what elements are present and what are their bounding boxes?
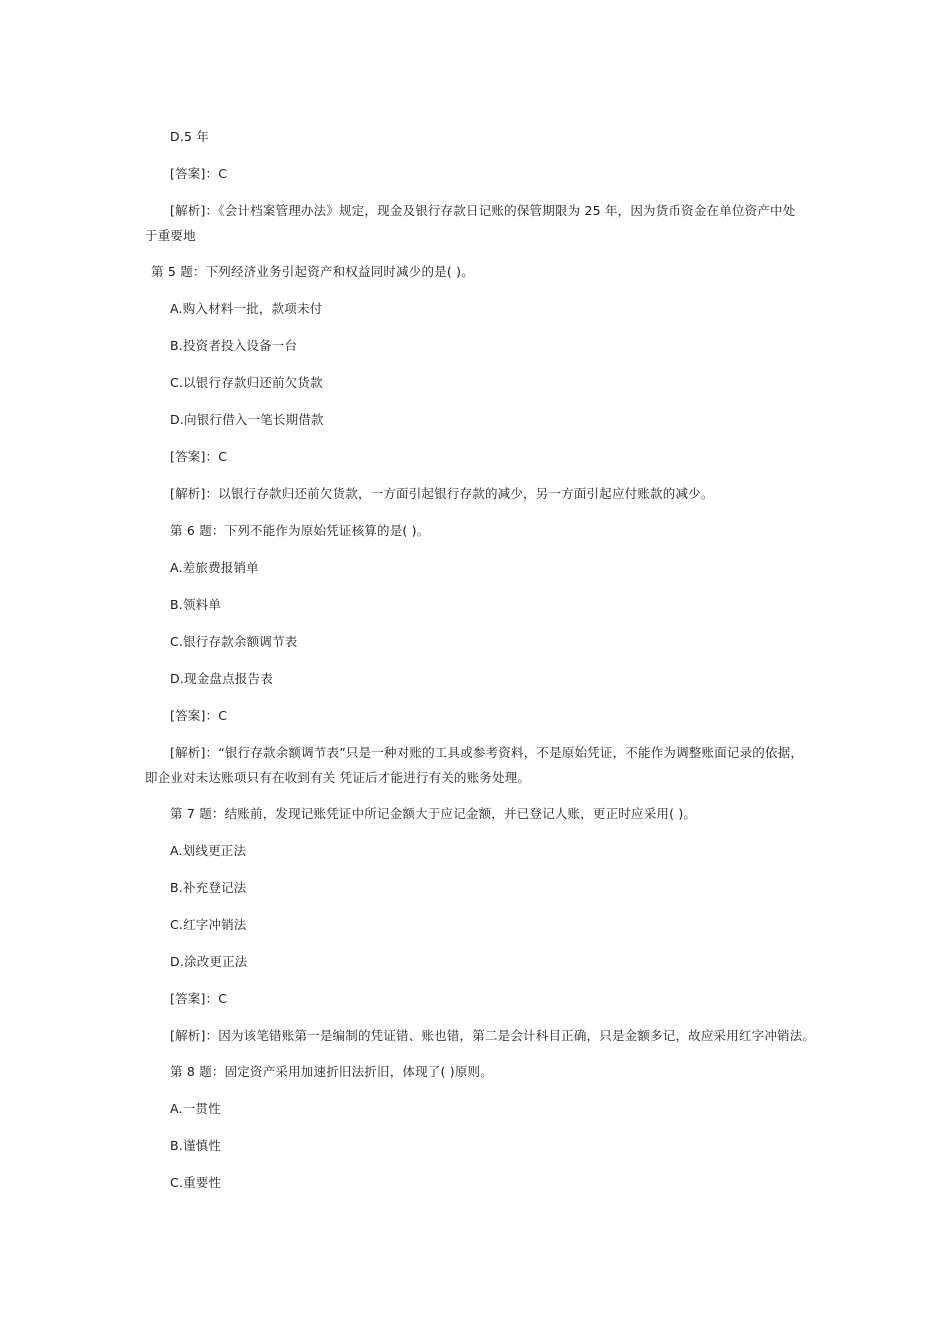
answer-q6: [答案]：C	[170, 708, 228, 723]
option-a-q7: A.划线更正法	[170, 843, 247, 858]
answer-q7: [答案]：C	[170, 991, 228, 1006]
option-b-q7: B.补充登记法	[170, 880, 247, 895]
explanation-q5: [解析]：以银行存款归还前欠货款，一方面引起银行存款的减少，另一方面引起应付账款的减少。	[170, 486, 714, 501]
option-d-q7: D.涂改更正法	[170, 954, 248, 969]
explanation-q7: [解析]：因为该笔错账第一是编制的凭证错、账也错，第二是会计科目正确，只是金额多记，故应采用红字冲销法。	[170, 1028, 816, 1043]
answer-q4: [答案]：C	[170, 166, 228, 181]
question-8: 第 8 题：固定资产采用加速折旧法折旧，体现了( )原则。	[170, 1064, 493, 1079]
option-d-q5: D.向银行借入一笔长期借款	[170, 412, 324, 427]
question-6: 第 6 题：下列不能作为原始凭证核算的是( )。	[170, 523, 430, 538]
option-b-q6: B.领料单	[170, 597, 222, 612]
explanation-q4: [解析]：《会计档案管理办法》规定，现金及银行存款日记账的保管期限为 25 年，因为货币资金在单位资产中处	[170, 203, 796, 218]
option-a-q6: A.差旅费报销单	[170, 560, 259, 575]
option-c-q7: C.红字冲销法	[170, 917, 247, 932]
option-c-q6: C.银行存款余额调节表	[170, 634, 298, 649]
option-a-q8: A.一贯性	[170, 1101, 221, 1116]
explanation-q6-cont: 即企业对未达账项只有在收到有关 凭证后才能进行有关的账务处理。	[145, 770, 531, 785]
answer-q5: [答案]：C	[170, 449, 228, 464]
question-7: 第 7 题：结账前，发现记账凭证中所记金额大于应记金额，并已登记人账，更正时应采用( )。	[170, 806, 697, 821]
explanation-q6: [解析]：“银行存款余额调节表”只是一种对账的工具或参考资料，不是原始凭证，不能作为调整账面记录的依据，	[170, 745, 804, 760]
explanation-q4-cont: 于重要地	[145, 228, 196, 243]
option-c-q5: C.以银行存款归还前欠货款	[170, 375, 323, 390]
option-d-q4: D.5 年	[170, 129, 210, 144]
question-5: 第 5 题：下列经济业务引起资产和权益同时减少的是( )。	[151, 264, 474, 279]
option-c-q8: C.重要性	[170, 1175, 222, 1190]
option-a-q5: A.购入材料一批，款项未付	[170, 301, 323, 316]
option-b-q5: B.投资者投入设备一台	[170, 338, 298, 353]
option-d-q6: D.现金盘点报告表	[170, 671, 273, 686]
option-b-q8: B.谨慎性	[170, 1138, 222, 1153]
